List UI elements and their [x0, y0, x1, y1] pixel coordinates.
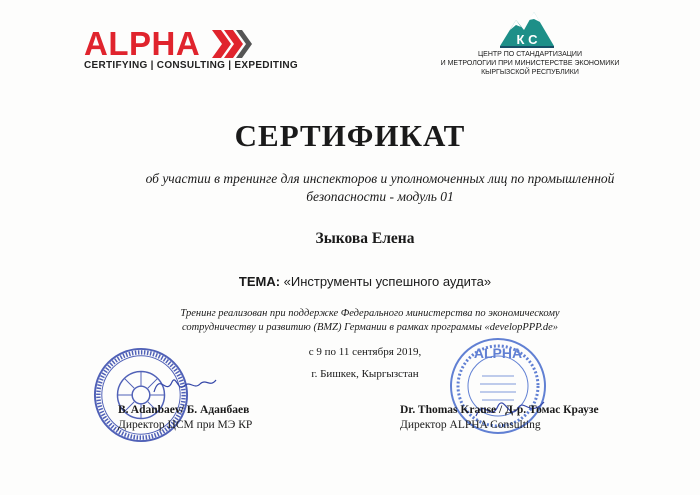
support-line: Тренинг реализован при поддержке Федерального министерства по экономическому — [180, 308, 560, 319]
chevrons-icon — [212, 30, 256, 58]
left-handwritten-signature — [150, 362, 220, 402]
support-statement — [140, 307, 600, 335]
csm-organization-name — [430, 50, 630, 77]
training-dates: с 9 по 11 сентября 2019, — [308, 346, 422, 358]
right-signatory — [400, 403, 599, 433]
alpha-logo — [84, 25, 298, 74]
support-line: сотрудничеству и развитию (BMZ) Германии в рамках программы «developPPP.de» — [181, 322, 559, 333]
certificate-subtitle — [120, 170, 640, 206]
topic-text: «Инструменты успешного аудита» — [283, 274, 492, 289]
subtitle-line: безопасности - модуль 01 — [306, 189, 454, 204]
recipient-name: Зыкова Елена — [315, 230, 415, 247]
left-signatory-position: Директор ЦСМ при МЭ КР — [118, 419, 253, 431]
right-signatory-position: Директор ALPHA Consulting — [400, 419, 541, 431]
stamp-wordmark: ALPHA — [473, 345, 523, 361]
csm-mountain-logo — [496, 8, 558, 48]
csm-mark-text: К С — [516, 32, 538, 47]
alpha-tagline: CERTIFYING | CONSULTING | EXPEDITING — [84, 60, 298, 71]
csm-line: И МЕТРОЛОГИИ ПРИ МИНИСТЕРСТВЕ ЭКОНОМИКИ — [440, 60, 620, 67]
csm-line: ЦЕНТР ПО СТАНДАРТИЗАЦИИ — [477, 51, 582, 58]
topic-label: ТЕМА: — [238, 274, 281, 289]
alpha-wordmark: ALPHA — [84, 25, 201, 62]
subtitle-line: об участии в тренинге для инспекторов и уполномоченных лиц по промышленной — [145, 171, 615, 186]
right-signatory-name: Dr. Thomas Krause / Д-р. Томас Краузе — [400, 404, 599, 416]
training-city: г. Бишкек, Кыргызстан — [311, 368, 419, 380]
certificate-title: СЕРТИФИКАТ — [234, 118, 466, 153]
training-topic — [0, 274, 700, 289]
left-signatory — [118, 403, 252, 433]
left-signatory-name: B. Adanbaev/ Б. Аданбаев — [118, 404, 250, 416]
csm-line: КЫРГЫЗСКОЙ РЕСПУБЛИКИ — [481, 69, 579, 76]
